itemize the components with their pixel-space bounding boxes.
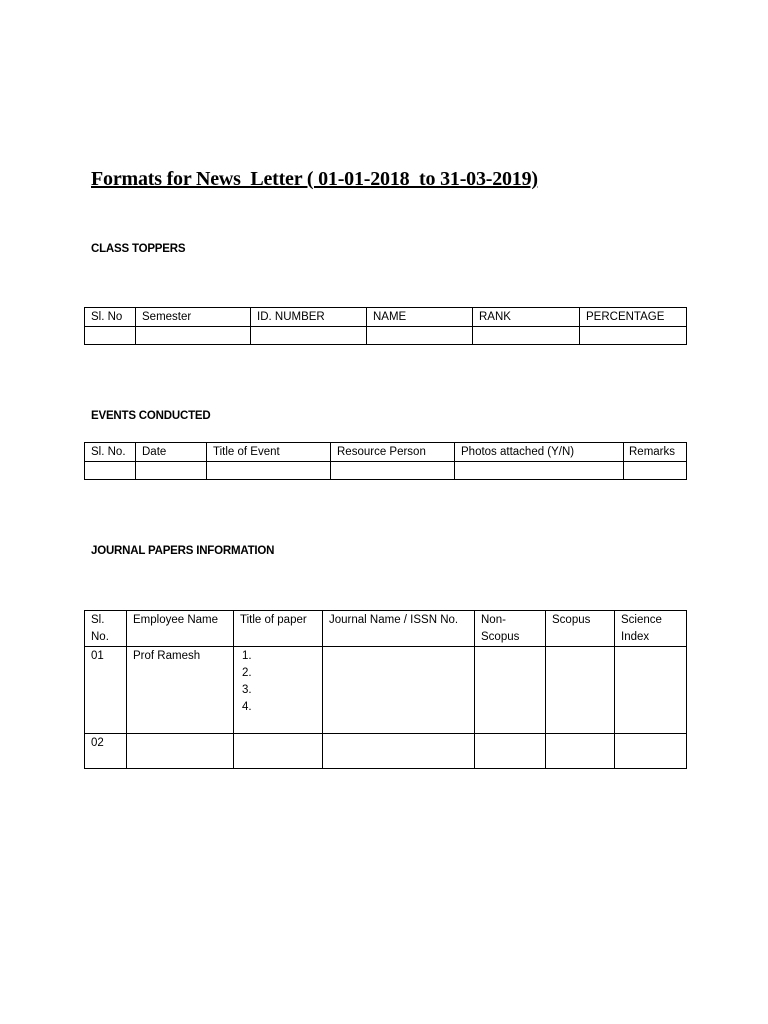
empty-cell: [367, 327, 473, 345]
empty-cell: [331, 462, 455, 480]
paper-item: 2.: [242, 667, 252, 679]
empty-cell: [136, 327, 251, 345]
header-cell: Journal Name / ISSN No.: [323, 611, 475, 647]
empty-cell: [207, 462, 331, 480]
empty-cell: [234, 734, 323, 769]
header-cell: PERCENTAGE: [580, 308, 687, 327]
employee-name-cell: Prof Ramesh: [127, 647, 234, 734]
table-row: [85, 462, 687, 480]
sl-no-cell: 01: [85, 647, 127, 734]
table-header-row: [85, 443, 687, 462]
empty-cell: [475, 647, 546, 734]
table-row: [85, 734, 687, 769]
paper-item: 1.: [242, 650, 252, 662]
header-cell: Scopus: [546, 611, 615, 647]
header-cell: Date: [136, 443, 207, 462]
header-cell: Resource Person: [331, 443, 455, 462]
employee-name-cell: [127, 734, 234, 769]
events-table: [84, 442, 687, 480]
header-cell: Non-Scopus: [475, 611, 546, 647]
empty-cell: [580, 327, 687, 345]
empty-cell: [615, 647, 687, 734]
table-row: [85, 647, 687, 734]
empty-cell: [251, 327, 367, 345]
header-cell: NAME: [367, 308, 473, 327]
table-header-row: [85, 308, 687, 327]
empty-cell: [455, 462, 624, 480]
header-cell: RANK: [473, 308, 580, 327]
table-header-row: [85, 611, 687, 647]
empty-cell: [475, 734, 546, 769]
header-cell: Sl. No: [85, 308, 136, 327]
empty-cell: [85, 327, 136, 345]
empty-cell: [624, 462, 687, 480]
paper-titles-cell: [234, 647, 323, 734]
document-title: Formats for News Letter ( 01-01-2018 to 31-03-2019): [91, 168, 538, 190]
header-cell: Employee Name: [127, 611, 234, 647]
header-cell: Photos attached (Y/N): [455, 443, 624, 462]
header-cell: Title of Event: [207, 443, 331, 462]
journal-heading: JOURNAL PAPERS INFORMATION: [91, 545, 275, 557]
header-cell: Semester: [136, 308, 251, 327]
empty-cell: [136, 462, 207, 480]
empty-cell: [615, 734, 687, 769]
header-cell: Sl. No.: [85, 611, 127, 647]
header-cell: ID. NUMBER: [251, 308, 367, 327]
paper-item: 4.: [242, 701, 252, 713]
header-cell: Science Index: [615, 611, 687, 647]
events-heading: EVENTS CONDUCTED: [91, 410, 211, 422]
sl-no-cell: 02: [85, 734, 127, 769]
header-cell: Sl. No.: [85, 443, 136, 462]
empty-cell: [85, 462, 136, 480]
empty-cell: [473, 327, 580, 345]
table-row: [85, 327, 687, 345]
header-cell: Title of paper: [234, 611, 323, 647]
header-cell: Remarks: [624, 443, 687, 462]
class-toppers-table: [84, 307, 687, 345]
class-toppers-heading: CLASS TOPPERS: [91, 243, 186, 255]
empty-cell: [546, 647, 615, 734]
empty-cell: [323, 647, 475, 734]
journal-table: [84, 610, 687, 769]
paper-item: 3.: [242, 684, 252, 696]
empty-cell: [546, 734, 615, 769]
empty-cell: [323, 734, 475, 769]
